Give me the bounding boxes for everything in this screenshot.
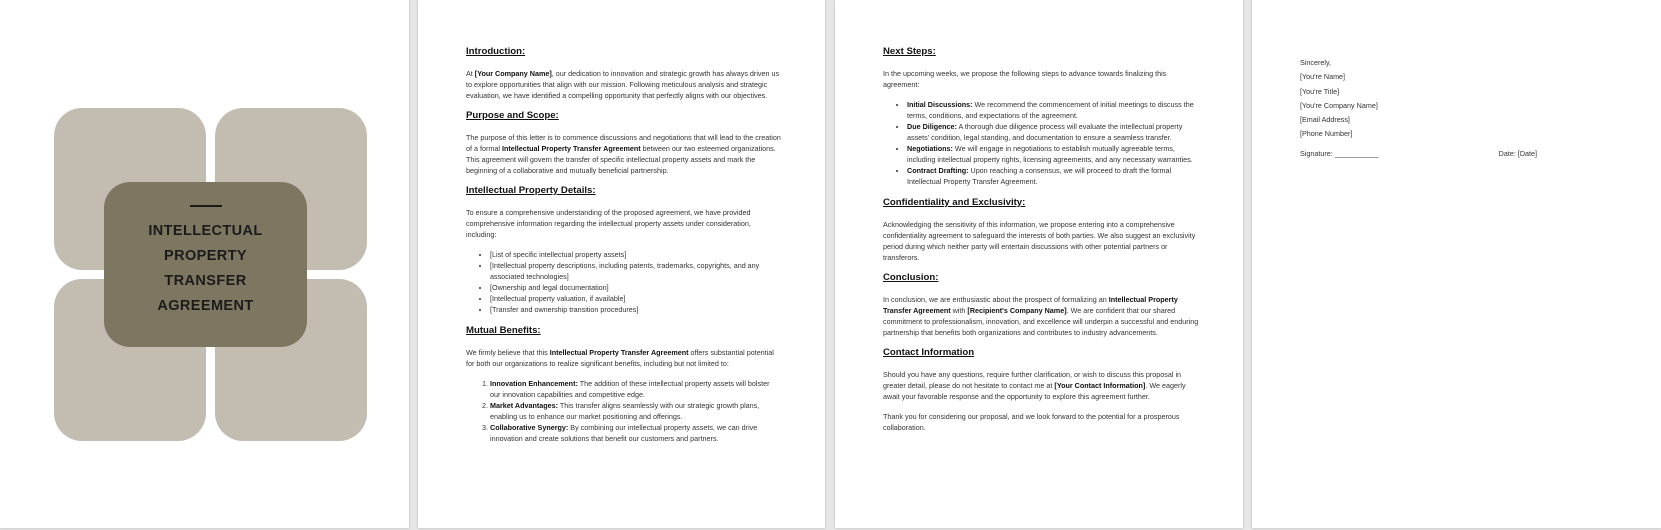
signature-row <box>1300 148 1617 160</box>
conclusion-paragraph <box>883 294 1199 338</box>
next-steps-list <box>883 99 1199 187</box>
list-item-label: Initial Discussions: <box>907 100 973 109</box>
text-run: with <box>950 306 968 315</box>
text-run: offers substantial potential for both our organizations to realize significant benefits, including but not limited to: <box>466 348 774 368</box>
list-item-label: Market Advantages: <box>490 401 559 410</box>
text-run: Should you have any questions, require further clarification, or wish to discuss this proposal in greater detail, please do not hesitate to contact me at <box>883 370 1182 390</box>
list-item <box>907 165 1199 187</box>
list-item: • [Intellectual property valuation, if available] <box>490 293 781 304</box>
sender-company-placeholder: [You're Company Name] <box>1300 100 1378 110</box>
purpose-heading: Purpose and Scope: <box>466 110 559 121</box>
date-field: Date: [Date] <box>1498 148 1537 158</box>
page-4[interactable] <box>1252 0 1661 528</box>
list-item-label: Collaborative Synergy: <box>490 423 569 432</box>
sender-title-placeholder: [You're Title] <box>1300 86 1340 96</box>
cover-page[interactable] <box>0 0 409 528</box>
cover-title-rule <box>190 205 222 207</box>
agreement-name: Intellectual Property Transfer Agreement <box>883 295 1178 315</box>
list-item <box>907 121 1199 143</box>
list-item <box>490 400 781 422</box>
list-item <box>490 378 781 400</box>
list-item <box>907 99 1199 121</box>
cover-title-block <box>104 182 307 347</box>
list-item: • [List of specific intellectual property assets] <box>490 249 781 260</box>
contact-paragraph <box>883 369 1199 402</box>
list-item-label: Negotiations: <box>907 144 953 153</box>
introduction-heading: Introduction: <box>466 46 526 57</box>
sender-name-placeholder: [You're Name] <box>1300 72 1346 82</box>
page-3-content <box>883 46 1199 442</box>
purpose-paragraph <box>466 132 781 176</box>
text-run: In conclusion, we are enthusiastic about the prospect of formalizing an <box>883 295 1109 304</box>
list-item-text: This transfer aligns seamlessly with our strategic growth plans, enabling us to enhance our market positioning and offerings. <box>490 401 760 421</box>
mutual-benefits-list <box>466 378 781 444</box>
thanks-paragraph: Thank you for considering our proposal, and we look forward to the potential for a prosperous collaboration. <box>883 412 1180 432</box>
ip-details-list <box>466 249 781 315</box>
agreement-name: Intellectual Property Transfer Agreement <box>549 348 689 357</box>
list-item <box>907 143 1199 165</box>
text-run: We firmly believe that this <box>466 348 550 357</box>
confidentiality-heading: Confidentiality and Exclusivity: <box>883 197 1026 208</box>
ip-details-paragraph: To ensure a comprehensive understanding of the proposed agreement, we have provided comprehensive information regarding the intellectual property assets under consideration, including: <box>466 208 751 239</box>
list-item-label: Innovation Enhancement: <box>490 379 578 388</box>
company-name-placeholder: [Your Company Name] <box>474 69 552 78</box>
list-item: • [Transfer and ownership transition procedures] <box>490 304 781 315</box>
text-run: At <box>466 69 475 78</box>
next-steps-heading: Next Steps: <box>883 46 936 57</box>
list-item-text: The addition of these intellectual property assets will bolster our innovation capabilities and competitive edge. <box>490 379 770 399</box>
cover-title <box>126 219 286 319</box>
closing: Sincerely, <box>1300 58 1332 67</box>
page-3[interactable] <box>835 0 1243 528</box>
ip-details-heading: Intellectual Property Details: <box>466 185 596 196</box>
text-run: The purpose of this letter is to commence discussions and negotiations that will lead to the creation of a formal <box>466 133 781 153</box>
list-item-text: By combining our intellectual property assets, we can drive innovation and create solutions that benefit our customers and partners. <box>490 423 758 443</box>
page-2-content <box>466 46 781 454</box>
next-steps-paragraph: In the upcoming weeks, we propose the following steps to advance towards finalizing this agreement: <box>883 69 1167 89</box>
list-item-text: Upon reaching a consensus, we will proceed to draft the formal Intellectual Property Transfer Agreement. <box>907 166 1172 186</box>
list-item-label: Due Diligence: <box>907 122 957 131</box>
contact-information-heading: Contact Information <box>883 347 975 358</box>
contact-info-placeholder: [Your Contact Information] <box>1054 381 1146 390</box>
cover-title-line-1: INTELLECTUAL <box>148 222 263 239</box>
list-item-text: A thorough due diligence process will evaluate the intellectual property assets' condition, legal standing, and documentation to ensure a seamless transfer. <box>907 122 1183 142</box>
sender-phone-placeholder: [Phone Number] <box>1300 129 1353 139</box>
page-2[interactable] <box>418 0 825 528</box>
signature-field: Signature: ___________ <box>1300 148 1379 158</box>
list-item: • [Intellectual property descriptions, including patents, trademarks, copyrights, and any associated technologies] <box>490 260 781 282</box>
list-item-text: We recommend the commencement of initial meetings to discuss the terms, conditions, and expectations of the agreement. <box>907 100 1194 120</box>
list-item-label: Contract Drafting: <box>907 166 969 175</box>
text-run: between our two esteemed organizations. This agreement will govern the transfer of specific intellectual property assets and mark the beginning of a collaborative and mutually beneficial partnership. <box>466 144 776 175</box>
mutual-benefits-paragraph <box>466 347 781 369</box>
recipient-name-placeholder: [Recipient's Company Name] <box>967 306 1067 315</box>
cover-title-line-3: AGREEMENT <box>157 297 254 314</box>
text-run: , our dedication to innovation and strategic growth has always driven us to explore opportunities that align with our mission. Following meticulous analysis and strategic evaluation, we have identified a compelling opportunity that perfectly aligns with our objectives. <box>466 69 780 100</box>
sender-email-placeholder: [Email Address] <box>1300 115 1350 125</box>
introduction-paragraph <box>466 68 781 101</box>
list-item: • [Ownership and legal documentation] <box>490 282 781 293</box>
list-item-text: We will engage in negotiations to establish mutually agreeable terms, including intellectual property rights, licensing agreements, and any necessary warranties. <box>907 144 1193 164</box>
text-run: . We eagerly await your favorable response and the opportunity to explore this agreement further. <box>883 381 1186 401</box>
confidentiality-paragraph: Acknowledging the sensitivity of this information, we propose entering into a comprehensive confidentiality agreement to safeguard the interests of both parties. We also suggest an exclusivity period during which neither party will entertain discussions with other potential partners or transferors. <box>883 220 1196 262</box>
cover-title-line-2: PROPERTY TRANSFER <box>164 247 247 289</box>
list-item <box>490 422 781 444</box>
signature-block <box>1300 58 1617 160</box>
agreement-name: Intellectual Property Transfer Agreement <box>501 144 641 153</box>
mutual-benefits-heading: Mutual Benefits: <box>466 325 541 336</box>
text-run: . We are confident that our shared commitment to professionalism, innovation, and excellence will underpin a successful and enduring partnership that benefits both organizations and contributes to industry advancements. <box>883 306 1199 337</box>
conclusion-heading: Conclusion: <box>883 272 939 283</box>
